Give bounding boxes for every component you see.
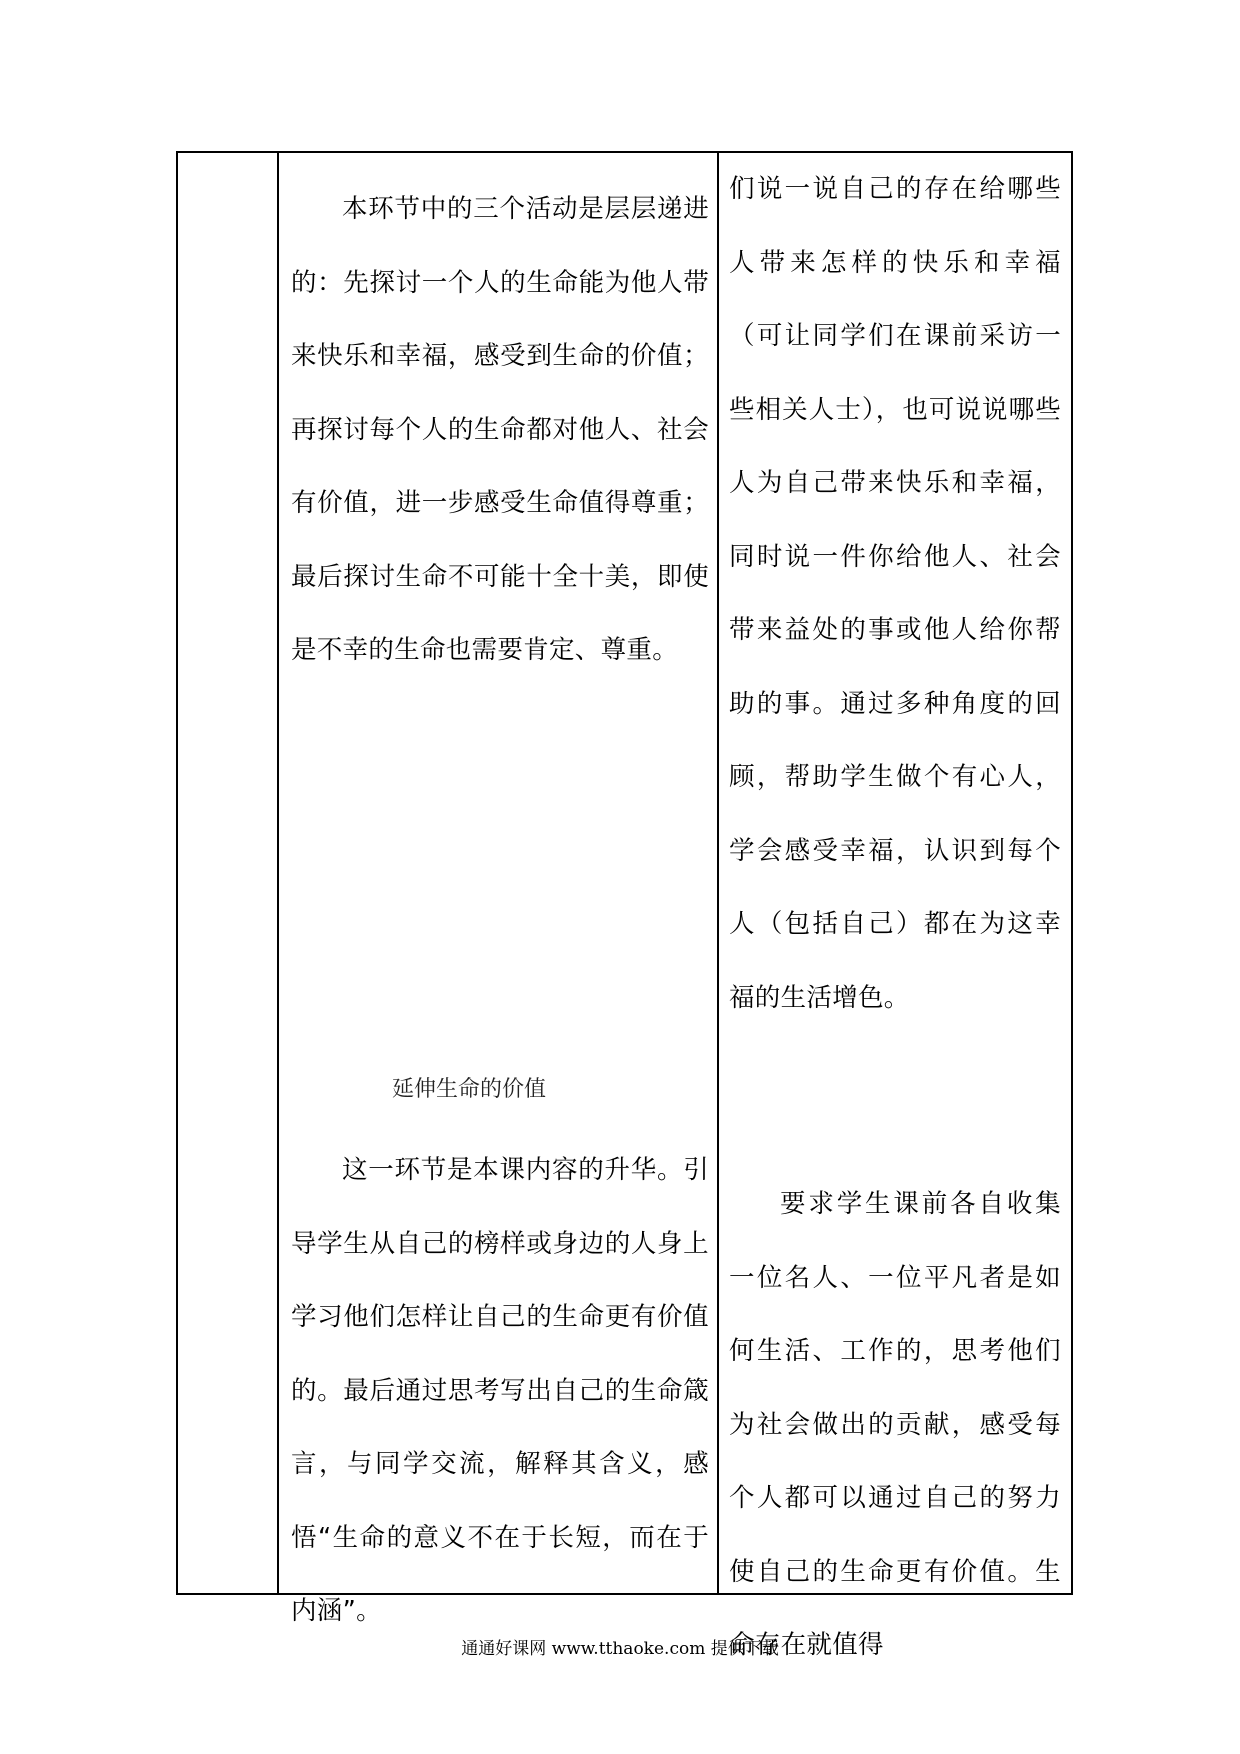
line: 们说一说自己的存在给哪些人 bbox=[729, 174, 1061, 278]
right-block-2 bbox=[719, 1168, 1073, 1683]
subheading-text: 延伸生命的价值 bbox=[392, 1077, 547, 1102]
line: 要求学生课前各自收集一 bbox=[729, 1189, 1061, 1293]
line: 学生从自己的榜样或身边的人身上学 bbox=[291, 1228, 709, 1332]
line: 士），也可说说哪些人为自己 bbox=[729, 394, 1062, 498]
right-block-1 bbox=[719, 153, 1073, 1035]
line: 本环节中的三个活动是层层递进 bbox=[342, 194, 709, 224]
line: 你给他人、社会带来益处的事 bbox=[729, 541, 1061, 645]
line: 同学交流，解释其含义，感悟“生命的 bbox=[291, 1449, 709, 1553]
right-paragraph-2 bbox=[729, 1168, 1061, 1683]
line: 同学们在课前采访一些相关人 bbox=[729, 321, 1062, 425]
right-paragraph-1 bbox=[729, 153, 1061, 1035]
line: 讨生命不可能十全十美，即使是不幸的 bbox=[291, 561, 710, 665]
line: 快乐和幸福，感受到生命的价值；再探 bbox=[291, 341, 709, 445]
line: 活、工作的，思考他们为社会 bbox=[729, 1336, 1061, 1440]
line: 到每个人（包括自己）都在为 bbox=[729, 835, 1062, 939]
line: 讨每个人的生命都对他人、社会有价 bbox=[291, 414, 709, 518]
middle-block-1 bbox=[279, 173, 717, 688]
line: 最后通过思考写出自己的生命箴言，与 bbox=[291, 1375, 709, 1479]
line: 意义不在于长短，而在于内涵”。 bbox=[291, 1522, 709, 1626]
middle-block-2 bbox=[279, 1134, 717, 1649]
line: 种角度的回顾，帮助学生做个 bbox=[729, 688, 1061, 792]
line: 位名人、一位平凡者是如何生 bbox=[729, 1262, 1061, 1366]
line: 生命也需要肯定、尊重。 bbox=[394, 635, 679, 665]
page-footer: 通通好课网 www.tthaoke.com 提供下载 bbox=[461, 1639, 779, 1659]
middle-paragraph-1 bbox=[291, 173, 709, 688]
line: 做出的贡献，感受每个人都可 bbox=[729, 1409, 1062, 1513]
line: 带来快乐和幸福，同时说一件 bbox=[729, 468, 1061, 572]
line: 或他人给你帮助的事。通过多 bbox=[729, 615, 1061, 719]
line: 习他们怎样让自己的生命更有价值的。 bbox=[291, 1302, 709, 1406]
line: 命更有价值。生命存在就值得 bbox=[729, 1556, 1061, 1660]
line: 值，进一步感受生命值得尊重；最后探 bbox=[291, 488, 709, 592]
middle-paragraph-2 bbox=[291, 1134, 709, 1649]
section-subheading bbox=[279, 1072, 717, 1103]
line: 的：先探讨一个人的生命能为他人带来 bbox=[291, 267, 709, 371]
line: 带来怎样的快乐和幸福（可让 bbox=[729, 247, 1061, 351]
line: 这幸福的生活增色。 bbox=[729, 909, 1061, 1013]
line: 以通过自己的努力使自己的生 bbox=[729, 1483, 1061, 1587]
line: 这一环节是本课内容的升华。引导 bbox=[291, 1155, 709, 1259]
line: 有心人，学会感受幸福，认识 bbox=[729, 762, 1061, 866]
